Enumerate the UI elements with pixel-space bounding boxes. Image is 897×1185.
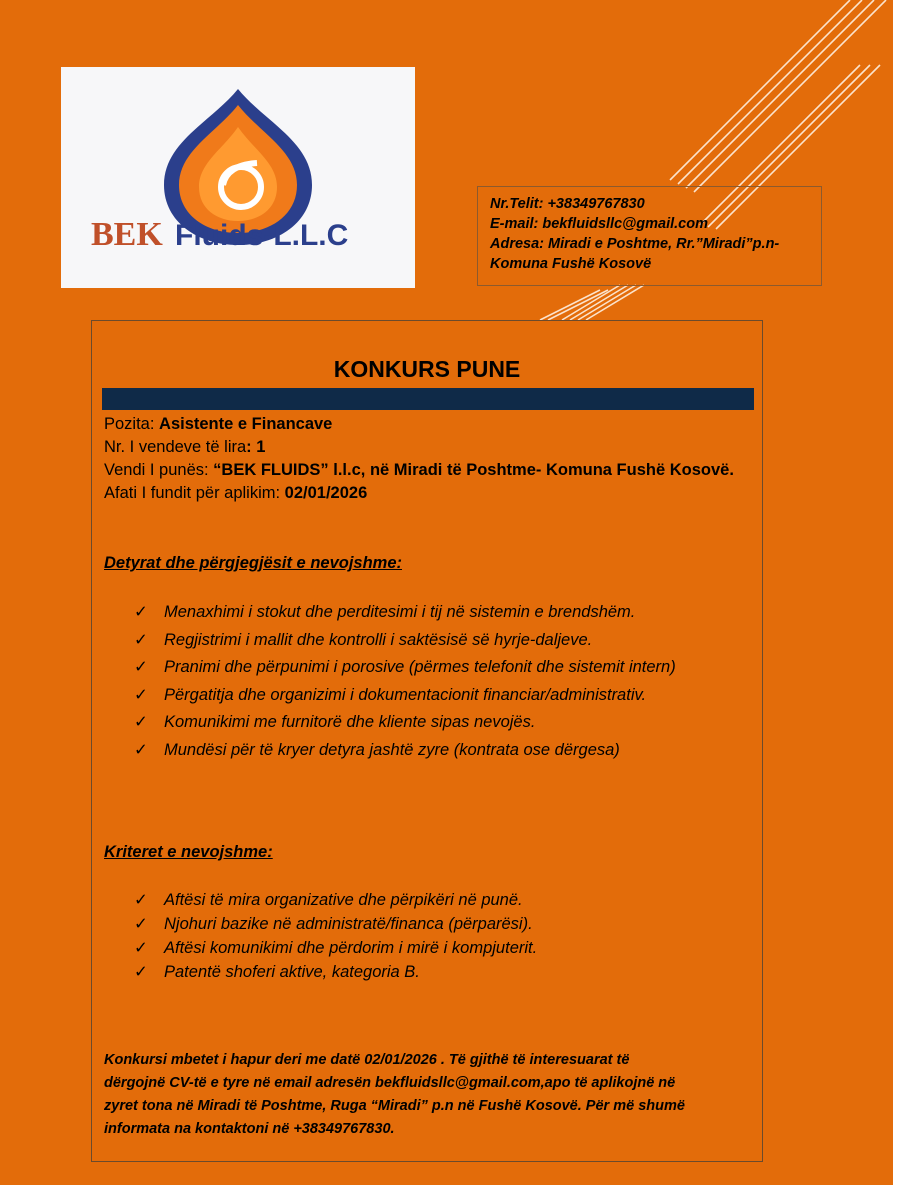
posting-frame (91, 320, 763, 1162)
deadline-line: Afati I fundit për aplikim: 02/01/2026 (104, 484, 368, 502)
contact-box (477, 186, 822, 286)
position-line: Pozita: Asistente e Financave (104, 415, 333, 433)
list-item: ✓ Aftësi komunikimi dhe përdorim i mirë i kompjuterit. (132, 936, 537, 960)
contact-phone: Nr.Telit: +38349767830 (490, 196, 645, 212)
place-line: Vendi I punës: “BEK FLUIDS” l.l.c, në Miradi të Poshtme- Komuna Fushë Kosovë. (104, 461, 734, 479)
list-item: ✓ Njohuri bazike në administratë/financa (përparësi). (132, 912, 537, 936)
place-value: “BEK FLUIDS” l.l.c, në Miradi të Poshtme- Komuna Fushë Kosovë. (213, 461, 734, 479)
deadline-value: 02/01/2026 (284, 484, 368, 502)
title-bar (102, 388, 754, 410)
closing-paragraph: Konkursi mbetet i hapur deri me datë 02/01/2026 . Të gjithë të interesuarat të dërgojnë CV-të e tyre në email adresën bekfluidsllc@gmail.com,apo të aplikojnë në zyret tona në Miradi të Poshtme, Ruga “Miradi” p.n në Fushë Kosovë. Për më shumë informata na kontaktoni në +38349767830. (104, 1052, 685, 1137)
vacancies-value: : 1 (246, 438, 266, 456)
svg-text:BEK: BEK (91, 216, 163, 253)
vacancies-line: Nr. I vendeve të lira: 1 (104, 438, 266, 456)
criteria-list (132, 888, 537, 984)
list-item: ✓ Patentë shoferi aktive, kategoria B. (132, 960, 537, 984)
duties-heading: Detyrat dhe përgjegjësit e nevojshme: (104, 554, 403, 572)
contact-email: E-mail: bekfluidsllc@gmail.com (490, 216, 708, 232)
drop-logo-icon (61, 67, 415, 288)
position-value: Asistente e Financave (159, 415, 333, 433)
contact-address-line1: Adresa: Miradi e Poshtme, Rr.”Miradi”p.n- (490, 236, 780, 252)
list-item: ✓ Përgatitja dhe organizimi i dokumentacionit financiar/administrativ. (132, 682, 676, 710)
list-item: ✓ Menaxhimi i stokut dhe perditesimi i tij në sistemin e brendshëm. (132, 599, 676, 627)
list-item: ✓ Regjistrimi i mallit dhe kontrolli i saktësisë së hyrje-daljeve. (132, 627, 676, 655)
list-item: ✓ Pranimi dhe përpunimi i porosive (përmes telefonit dhe sistemit intern) (132, 654, 676, 682)
duties-list (132, 599, 676, 764)
criteria-heading: Kriteret e nevojshme: (104, 843, 273, 861)
svg-text:Fluids-L.L.C: Fluids-L.L.C (175, 219, 349, 252)
job-info (104, 413, 734, 505)
list-item: ✓ Mundësi për të kryer detyra jashtë zyre (kontrata ose dërgesa) (132, 737, 676, 765)
page-title: KONKURS PUNE (333, 356, 521, 382)
list-item: ✓ Aftësi të mira organizative dhe përpikëri në punë. (132, 888, 537, 912)
list-item: ✓ Komunikimi me furnitorë dhe kliente sipas nevojës. (132, 709, 676, 737)
contact-address-line2: Komuna Fushë Kosovë (490, 256, 652, 272)
company-logo (61, 67, 415, 288)
